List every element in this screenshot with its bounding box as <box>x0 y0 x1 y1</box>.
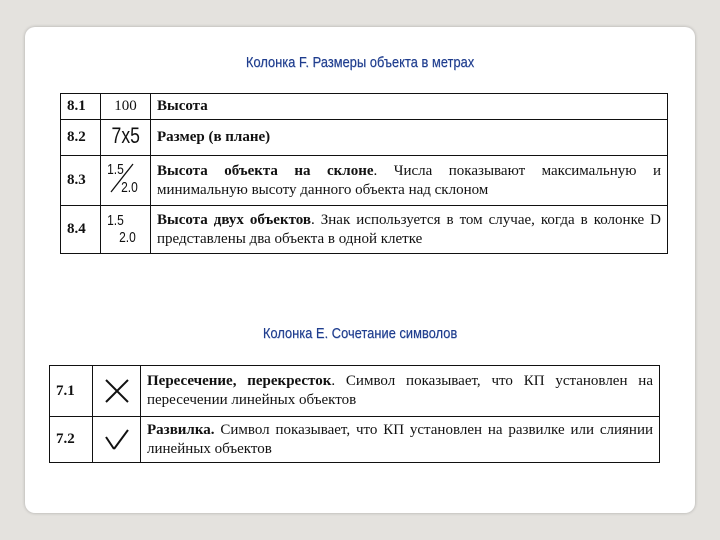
row-number: 7.2 <box>50 417 93 463</box>
two-objects-height-symbol <box>101 206 149 252</box>
explanation: . Числа показывают максимальную и минимальную высоту данного объекта над склоном <box>157 162 661 198</box>
table-row <box>50 417 660 463</box>
term: Развилка. <box>147 421 215 438</box>
crossing-icon <box>102 376 132 406</box>
explanation: Символ показывает, что КП установлен на развилке или слиянии линейных объектов <box>147 421 653 457</box>
slope-height-symbol <box>101 156 149 202</box>
term: Высота двух объектов <box>157 211 311 228</box>
symbol-cell <box>101 206 151 254</box>
row-number: 8.1 <box>61 94 101 120</box>
section-e-title: Колонка E. Сочетание символов <box>262 325 458 342</box>
term: Размер (в плане) <box>157 129 271 145</box>
explanation: . Символ показывает, что КП установлен на пересечении линейных объектов <box>147 373 653 408</box>
symbol-cell <box>93 366 141 417</box>
symbol-bottom-value: 2.0 <box>119 229 136 246</box>
table-row <box>50 366 660 417</box>
description <box>141 417 660 463</box>
symbol-cell <box>101 94 151 120</box>
row-number: 8.4 <box>61 206 101 254</box>
term: Высота <box>157 98 208 114</box>
section-e-table <box>49 365 660 463</box>
section-f-table <box>60 93 668 254</box>
table-row <box>61 120 668 156</box>
symbol-bottom-value: 2.0 <box>121 179 138 196</box>
symbol-cell <box>93 417 141 463</box>
description <box>151 156 668 206</box>
row-number: 8.2 <box>61 120 101 156</box>
slide <box>25 27 695 513</box>
symbol-top-value: 1.5 <box>107 161 124 178</box>
description <box>151 94 668 120</box>
table-row <box>61 206 668 254</box>
section-f-title: Колонка F. Размеры объекта в метрах <box>245 54 475 71</box>
table-row <box>61 94 668 120</box>
term: Высота объекта на склоне <box>157 162 374 179</box>
symbol-top-value: 1.5 <box>107 212 124 229</box>
symbol-cell <box>101 156 151 206</box>
description <box>151 120 668 156</box>
height-symbol: 100 <box>114 98 137 114</box>
fork-icon <box>102 425 132 455</box>
term: Пересечение, перекресток <box>147 373 332 389</box>
description <box>151 206 668 254</box>
size-symbol: 7x5 <box>111 123 140 148</box>
table-row <box>61 156 668 206</box>
row-number: 8.3 <box>61 156 101 206</box>
explanation: . Знак используется в том случае, когда в колонке D представлены два объекта в одной клетке <box>157 211 661 247</box>
description <box>141 366 660 417</box>
symbol-cell <box>101 120 151 156</box>
row-number: 7.1 <box>50 366 93 417</box>
